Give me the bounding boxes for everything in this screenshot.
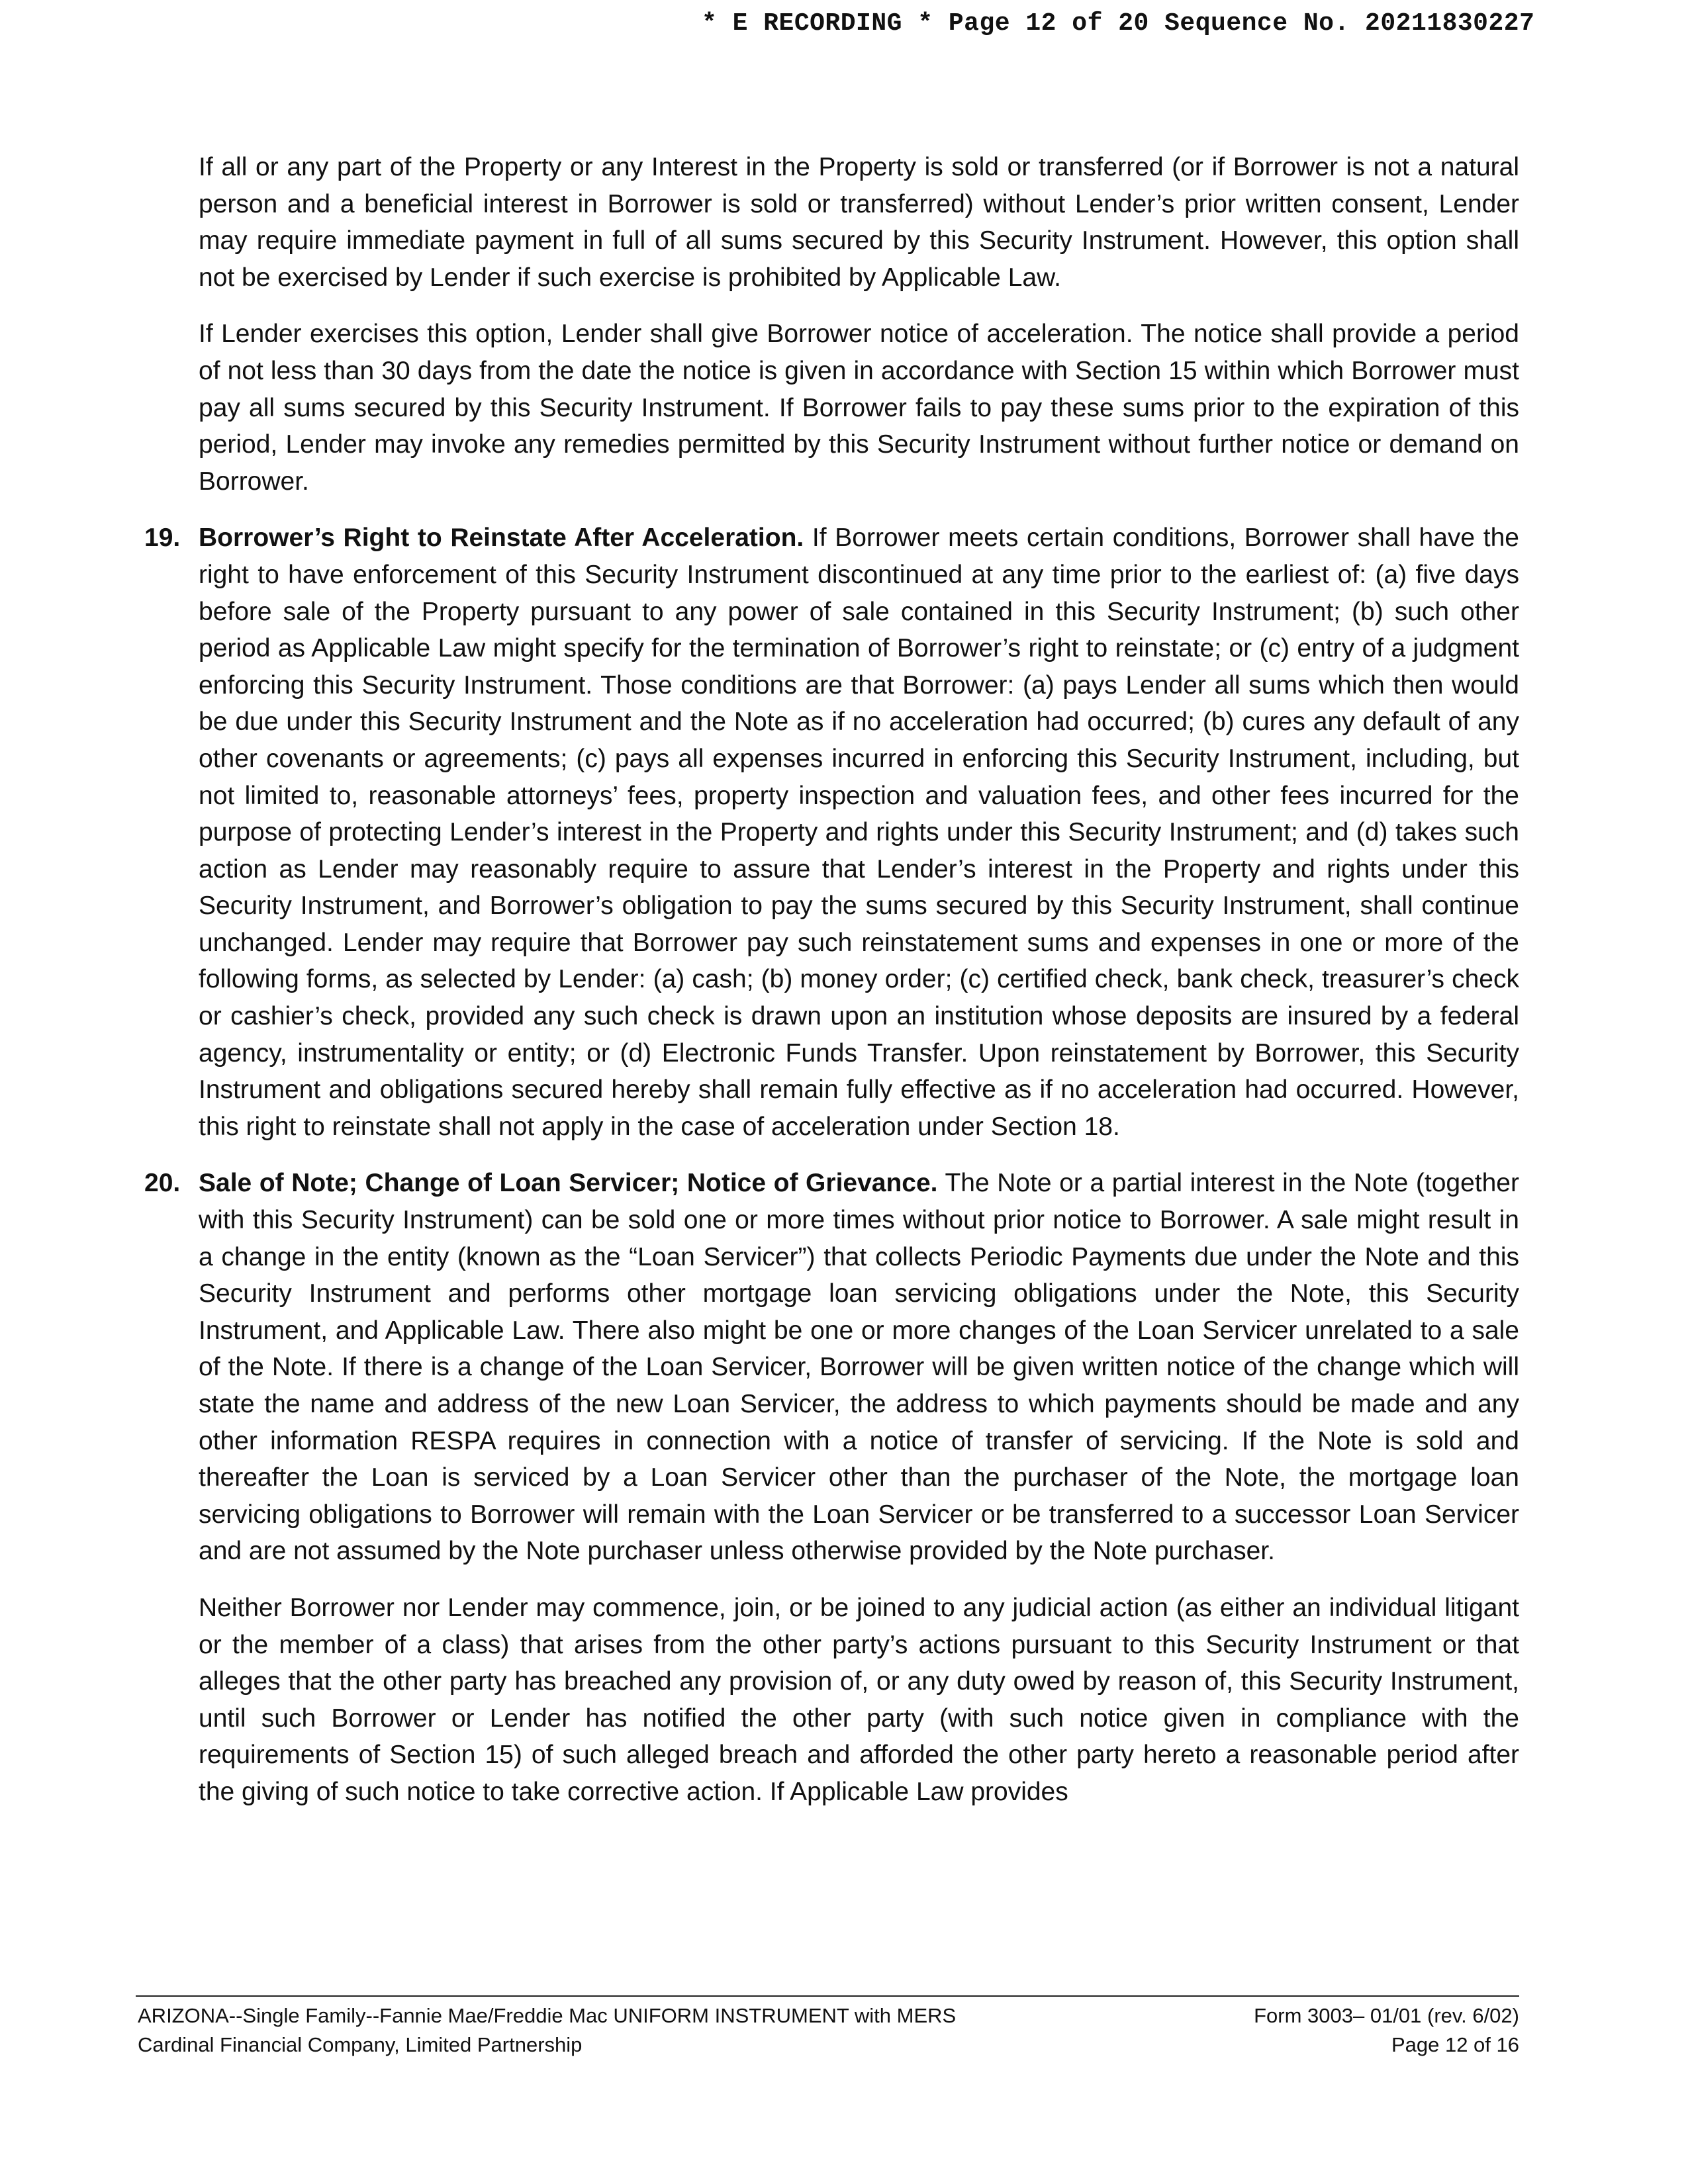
section-text: The Note or a partial interest in the Note (together with this Security Instrument) can be sold one or more times without prior notice to Borrower. A sale might result in a change in the entity (known as the “Loan Servicer”) that collects Periodic Payments due under the Note and this Security Instrument and performs other mortgage loan servicing obligations under the Note, this Security Instrument, and Applicable Law. There also might be one or more changes of the Loan Servicer unrelated to a sale of the Note. If there is a change of the Loan Servicer, Borrower will be given written notice of the change which will state the name and address of the new Loan Servicer, the address to which payments should be made and any other information RESPA requires in connection with a notice of transfer of servicing. If the Note is sold and thereafter the Loan is serviced by a Loan Servicer other than the purchaser of the Note, the mortgage loan servicing obligations to Borrower will remain with the Loan Servicer or be transferred to a successor Loan Servicer and are not assumed by the Note purchaser unless otherwise provided by the Note purchaser. xyxy=(199,1169,1519,1566)
section-19 xyxy=(144,520,1519,1145)
section-text: If Borrower meets certain conditions, Borrower shall have the right to have enforcement of this Security Instrument discontinued at any time prior to the earliest of: (a) five days before sale of the Property pursuant to any power of sale contained in this Security Instrument; (b) such other period as Applicable Law might specify for the termination of Borrower’s right to reinstate; or (c) entry of a judgment enforcing this Security Instrument. Those conditions are that Borrower: (a) pays Lender all sums which then would be due under this Security Instrument and the Note as if no acceleration had occurred; (b) cures any default of any other covenants or agreements; (c) pays all expenses incurred in enforcing this Security Instrument, including, but not limited to, reasonable attorneys’ fees, property inspection and valuation fees, and other fees incurred for the purpose of protecting Lender’s interest in the Property and rights under this Security Instrument; and (d) takes such action as Lender may reasonably require to assure that Lender’s interest in the Property and rights under this Security Instrument, and Borrower’s obligation to pay the sums secured by this Security Instrument, shall continue unchanged. Lender may require that Borrower pay such reinstatement sums and expenses in one or more of the following forms, as selected by Lender: (a) cash; (b) money order; (c) certified check, bank check, treasurer’s check or cashier’s check, provided any such check is drawn upon an institution whose deposits are insured by a federal agency, instrumentality or entity; or (d) Electronic Funds Transfer. Upon reinstatement by Borrower, this Security Instrument and obligations secured hereby shall remain fully effective as if no acceleration had occurred. However, this right to reinstate shall not apply in the case of acceleration under Section 18. xyxy=(199,523,1519,1141)
document-body xyxy=(144,149,1519,1831)
section-number: 20. xyxy=(144,1169,181,1198)
section-number: 19. xyxy=(144,523,181,553)
footer-form-number: Form 3003– 01/01 (rev. 6/02) xyxy=(1254,2004,1519,2027)
footer-form-title: ARIZONA--Single Family--Fannie Mae/Freddie Mac UNIFORM INSTRUMENT with MERS xyxy=(138,2004,957,2027)
recording-stamp: * E RECORDING * Page 12 of 20 Sequence No. 20211830227 xyxy=(702,9,1535,38)
section-title: Sale of Note; Change of Loan Servicer; Notice of Grievance. xyxy=(199,1169,938,1198)
paragraph-transfer-of-property: If all or any part of the Property or any Interest in the Property is sold or transferred (or if Borrower is not a natural person and a beneficial interest in Borrower is sold or transferred) without Lender’s prior written consent, Lender may require immediate payment in full of all sums secured by this Security Instrument. However, this option shall not be exercised by Lender if such exercise is prohibited by Applicable Law. xyxy=(199,153,1519,292)
paragraph-judicial-action: Neither Borrower nor Lender may commence, join, or be joined to any judicial action (as either an individual litigant or the member of a class) that arises from the other party’s actions pursuant to this Security Instrument or that alleges that the other party has breached any provision of, or any duty owed by reason of, this Security Instrument, until such Borrower or Lender has notified the other party (with such notice given in compliance with the requirements of Section 15) of such alleged breach and afforded the other party hereto a reasonable period after the giving of such notice to take corrective action. If Applicable Law provides xyxy=(199,1593,1519,1806)
page-footer xyxy=(138,2001,1519,2060)
paragraph-acceleration-notice: If Lender exercises this option, Lender shall give Borrower notice of acceleration. The notice shall provide a period of not less than 30 days from the date the notice is given in accordance with Section 15 within which Borrower must pay all sums secured by this Security Instrument. If Borrower fails to pay these sums prior to the expiration of this period, Lender may invoke any remedies permitted by this Security Instrument without further notice or demand on Borrower. xyxy=(199,320,1519,496)
footer-page-label: Page 12 of 16 xyxy=(1391,2033,1519,2056)
footer-lender: Cardinal Financial Company, Limited Partnership xyxy=(138,2033,583,2056)
section-title: Borrower’s Right to Reinstate After Acceleration. xyxy=(199,523,804,553)
section-20 xyxy=(144,1165,1519,1570)
footer-divider xyxy=(136,1995,1519,1997)
